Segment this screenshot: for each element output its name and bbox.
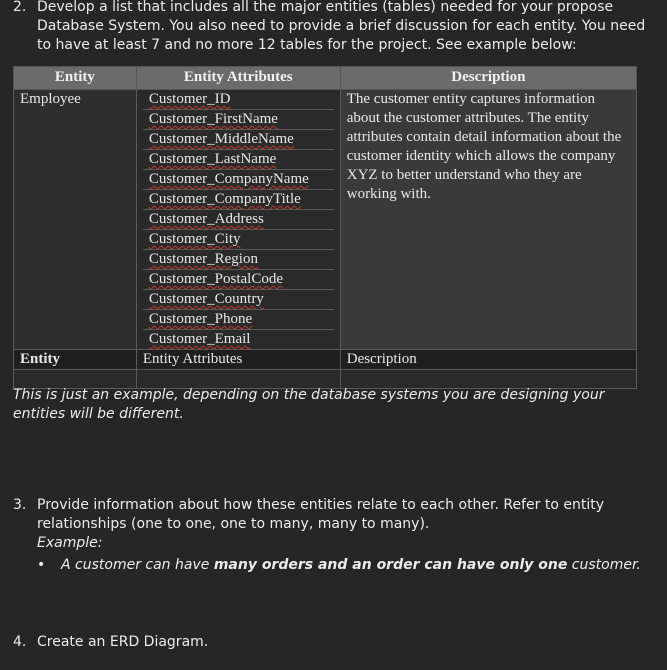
example-note: This is just an example, depending on the database systems you are designing your entities will be different. [13,387,605,422]
attribute-item: Customer_PostalCode [143,270,334,290]
footer-description: Description [340,350,636,370]
footer-entity: Entity [14,350,137,370]
attribute-item: Customer_Email [148,331,251,347]
attribute-item: Customer_FirstName [143,110,334,130]
attribute-item: Customer_CompanyTitle [143,190,334,210]
attribute-item: Customer_Address [143,210,334,230]
item-text: Provide information about how these entities relate to each other. Refer to entity relationships (one to one, one to many, many to many). [37,497,605,532]
table-row [14,90,637,350]
table-footer-row [14,350,637,370]
instruction-item-3 [13,496,653,575]
attribute-item: Customer_Region [143,250,334,270]
example-bullet [37,556,653,575]
bullet-text-part1: A customer can have [61,557,214,573]
attribute-item: Customer_MiddleName [143,130,334,150]
instruction-item-2 [13,0,653,55]
bullet-text-bold: many orders and an order can have only one [213,557,568,573]
bullet-icon: • [37,557,46,573]
attribute-item: Customer_CompanyName [143,170,334,190]
bullet-text-part2: customer. [567,557,641,573]
attribute-item: Customer_ID [143,90,334,110]
entity-example-table [13,66,637,389]
header-entity: Entity [14,67,137,90]
item-number: 4. [13,634,27,650]
attribute-item: Customer_Phone [143,310,334,330]
item-text: Create an ERD Diagram. [37,634,209,650]
entity-name-cell: Employee [14,90,137,350]
attribute-item: Customer_City [143,230,334,250]
item-number: 3. [13,497,27,513]
attribute-item: Customer_Country [143,290,334,310]
instruction-item-4 [13,633,653,652]
attribute-list-cell [136,90,340,350]
description-cell: The customer entity captures information about the customer attributes. The entity attributes contain detail information about the customer identity which allows the company XYZ to better understand who they are working with. [340,90,636,350]
table-header-row [14,67,637,90]
footer-entity-attributes: Entity Attributes [136,350,340,370]
attribute-item: Customer_LastName [143,150,334,170]
header-entity-attributes: Entity Attributes [136,67,340,90]
item-number: 2. [13,0,27,15]
header-description: Description [340,67,636,90]
item-text: Develop a list that includes all the major entities (tables) needed for your propose Database System. You also need to provide a brief discussion for each entity. You need to have at least 7 and no more 12 tables for the project. See example below: [37,0,646,53]
example-label: Example: [37,535,103,551]
